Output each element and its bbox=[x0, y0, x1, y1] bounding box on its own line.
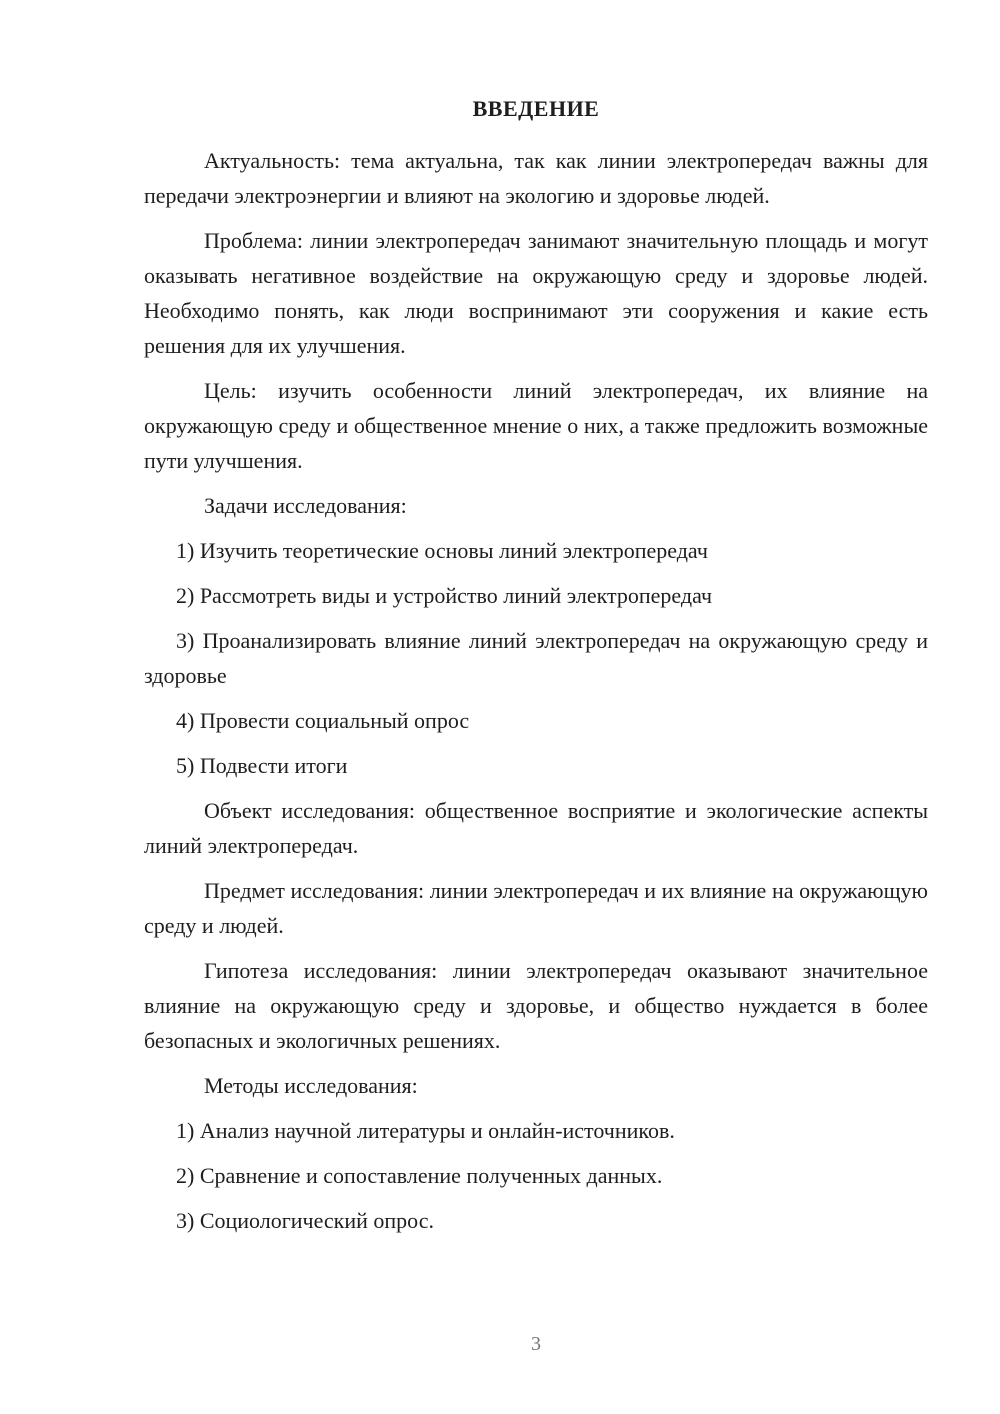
method-item-1: 1) Анализ научной литературы и онлайн-источников. bbox=[176, 1118, 675, 1143]
subject-paragraph: Предмет исследования: линии электропередач и их влияние на окружающую среду и людей. bbox=[144, 878, 928, 938]
relevance-paragraph: Актуальность: тема актуальна, так как линии электропередач важны для передачи электроэнергии и влияют на экологию и здоровье людей. bbox=[144, 148, 928, 208]
body-text bbox=[144, 143, 928, 1238]
tasks-heading: Задачи исследования: bbox=[204, 493, 407, 518]
page-title: ВВЕДЕНИЕ bbox=[472, 96, 600, 121]
task-item-2: 2) Рассмотреть виды и устройство линий электропередач bbox=[176, 583, 713, 608]
hypothesis-paragraph: Гипотеза исследования: линии электропередач оказывают значительное влияние на окружающую среду и здоровье, и общество нуждается в более безопасных и экологичных решениях. bbox=[144, 958, 928, 1053]
task-item-1: 1) Изучить теоретические основы линий электропередач bbox=[176, 538, 708, 563]
goal-paragraph: Цель: изучить особенности линий электропередач, их влияние на окружающую среду и общественное мнение о них, а также предложить возможные пути улучшения. bbox=[144, 378, 928, 473]
page-number: 3 bbox=[531, 1333, 541, 1355]
object-paragraph: Объект исследования: общественное восприятие и экологические аспекты линий электропередач. bbox=[144, 798, 928, 858]
task-item-5: 5) Подвести итоги bbox=[176, 753, 348, 778]
task-item-3: 3) Проанализировать влияние линий электропередач на окружающую среду и здоровье bbox=[144, 628, 928, 688]
task-item-4: 4) Провести социальный опрос bbox=[176, 708, 470, 733]
problem-paragraph: Проблема: линии электропередач занимают значительную площадь и могут оказывать негативное воздействие на окружающую среду и здоровье людей. Необходимо понять, как люди воспринимают эти сооружения и какие есть решения для их улучшения. bbox=[144, 228, 928, 358]
methods-heading: Методы исследования: bbox=[204, 1073, 418, 1098]
method-item-2: 2) Сравнение и сопоставление полученных данных. bbox=[176, 1163, 663, 1188]
method-item-3: 3) Социологический опрос. bbox=[176, 1208, 434, 1233]
